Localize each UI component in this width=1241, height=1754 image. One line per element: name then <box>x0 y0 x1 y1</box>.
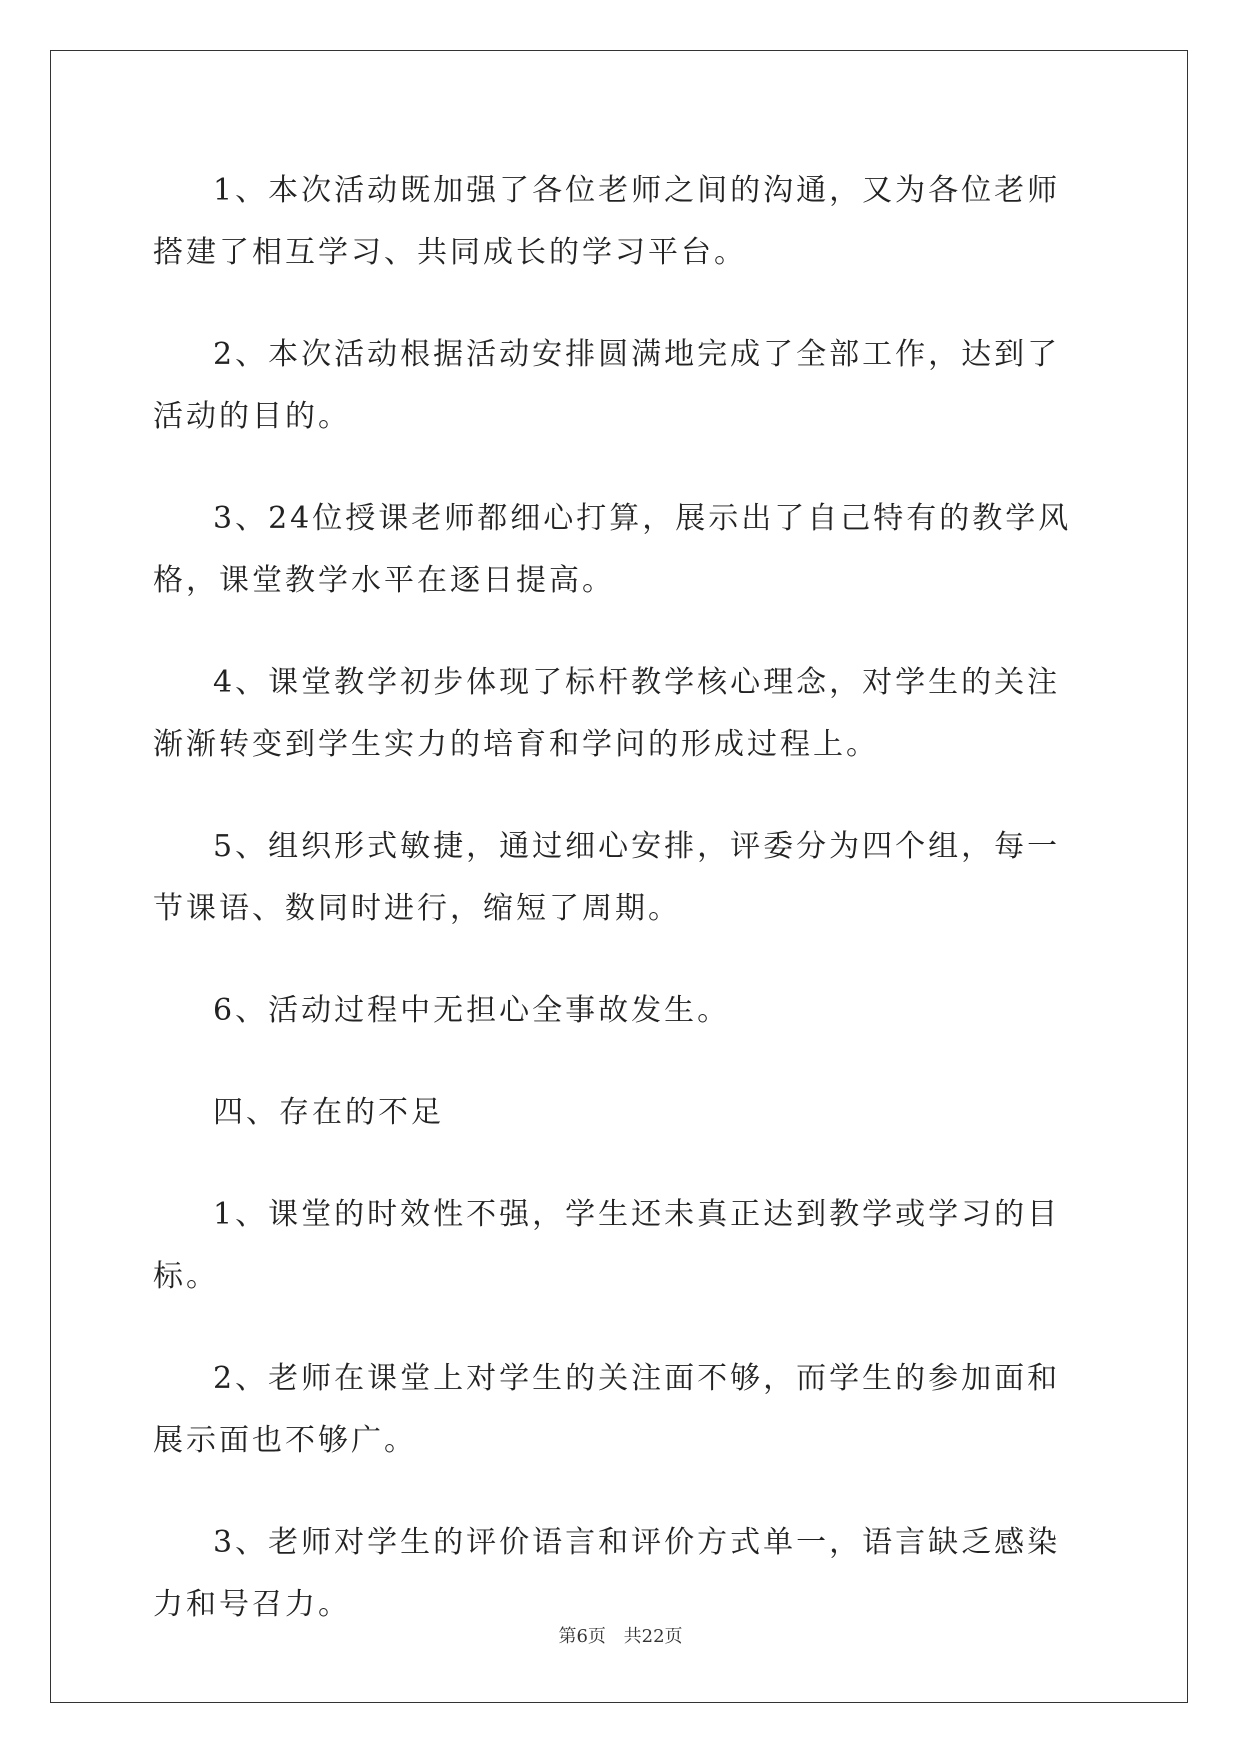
paragraph: 1、本次活动既加强了各位老师之间的沟通，又为各位老师搭建了相互学习、共同成长的学习平台。 <box>153 173 1061 270</box>
paragraph: 5、组织形式敏捷，通过细心安排，评委分为四个组，每一节课语、数同时进行，缩短了周期。 <box>153 829 1061 926</box>
paragraph: 1、课堂的时效性不强，学生还未真正达到教学或学习的目标。 <box>153 1197 1061 1294</box>
paragraph: 2、本次活动根据活动安排圆满地完成了全部工作，达到了活动的目的。 <box>153 337 1061 434</box>
page-number: 第6页 <box>558 1626 606 1647</box>
paragraph: 3、24位授课老师都细心打算，展示出了自己特有的教学风格，课堂教学水平在逐日提高。 <box>153 501 1072 598</box>
section-heading: 四、存在的不足 <box>213 1095 444 1130</box>
paragraph: 3、老师对学生的评价语言和评价方式单一，语言缺乏感染力和号召力。 <box>153 1525 1061 1622</box>
paragraph: 4、课堂教学初步体现了标杆教学核心理念，对学生的关注渐渐转变到学生实力的培育和学问的形成过程上。 <box>153 665 1061 762</box>
paragraph: 2、老师在课堂上对学生的关注面不够，而学生的参加面和展示面也不够广。 <box>153 1361 1061 1458</box>
page-footer <box>0 1622 1241 1648</box>
document-body <box>153 160 1093 1676</box>
paragraph: 6、活动过程中无担心全事故发生。 <box>213 993 731 1028</box>
page-total: 共22页 <box>623 1626 683 1647</box>
